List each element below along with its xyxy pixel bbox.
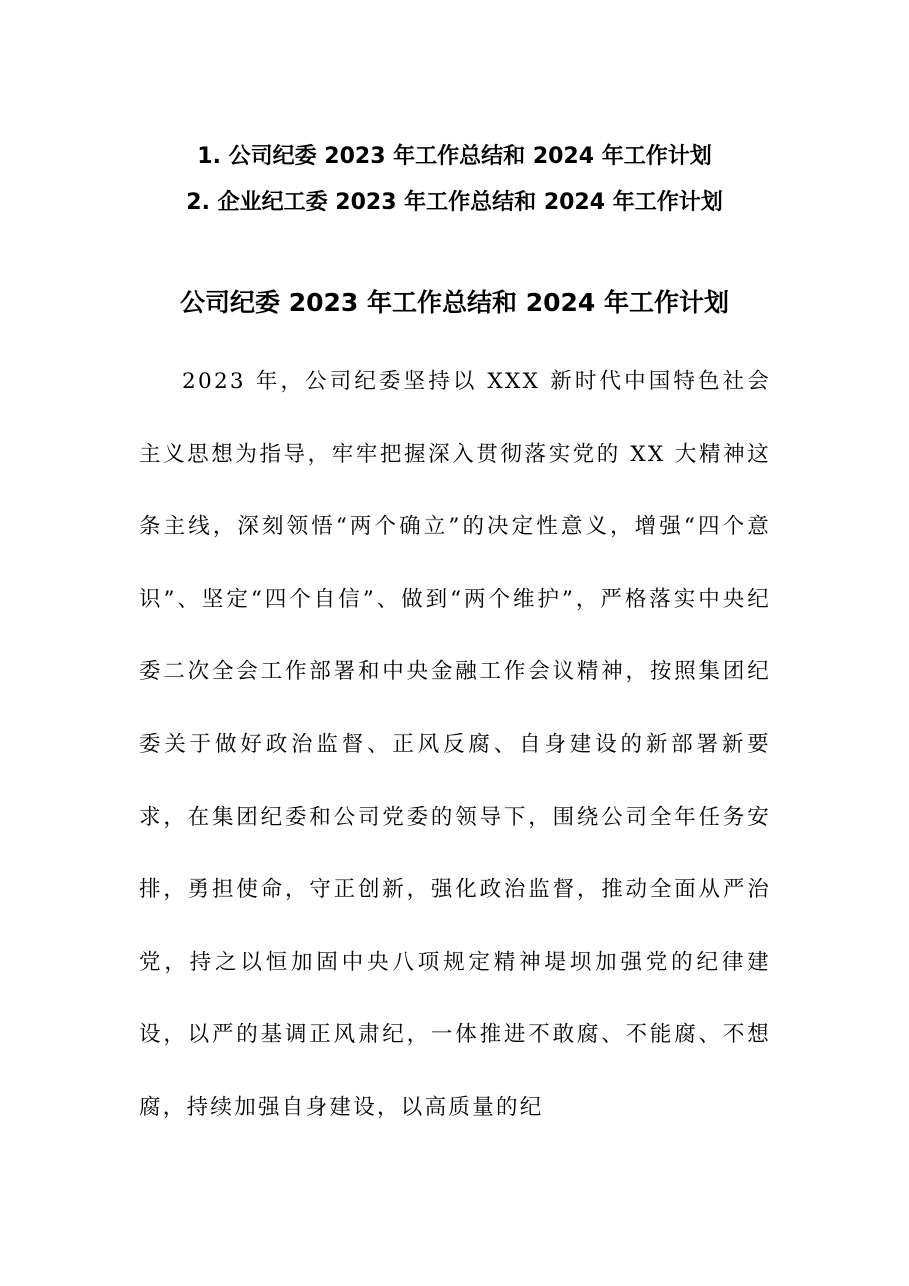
body-paragraph: 2023 年，公司纪委坚持以 XXX 新时代中国特色社会主义思想为指导，牢牢把握深入贯彻落实党的 XX 大精神这条主线，深刻领悟“两个确立”的决定性意义，增强“四个意识”、坚定“四个自信”、做到“两个维护”，严格落实中央纪委二次全会工作部署和中央金融工作会议精神，按照集团纪委关于做好政治监督、正风反腐、自身建设的新部署新要求，在集团纪委和公司党委的领导下，围绕公司全年任务安排，勇担使命，守正创新，强化政治监督，推动全面从严治党，持之以恒加固中央八项规定精神堤坝加强党的纪律建设，以严的基调正风肃纪，一体推进不敢腐、不能腐、不想腐，持续加强自身建设，以高质量的纪	[139, 369, 771, 1120]
toc-item-1[interactable]: 1. 公司纪委 2023 年工作总结和 2024 年工作计划	[197, 144, 712, 169]
document-title: 公司纪委 2023 年工作总结和 2024 年工作计划	[180, 288, 729, 317]
toc-item-2[interactable]: 2. 企业纪工委 2023 年工作总结和 2024 年工作计划	[186, 190, 723, 215]
